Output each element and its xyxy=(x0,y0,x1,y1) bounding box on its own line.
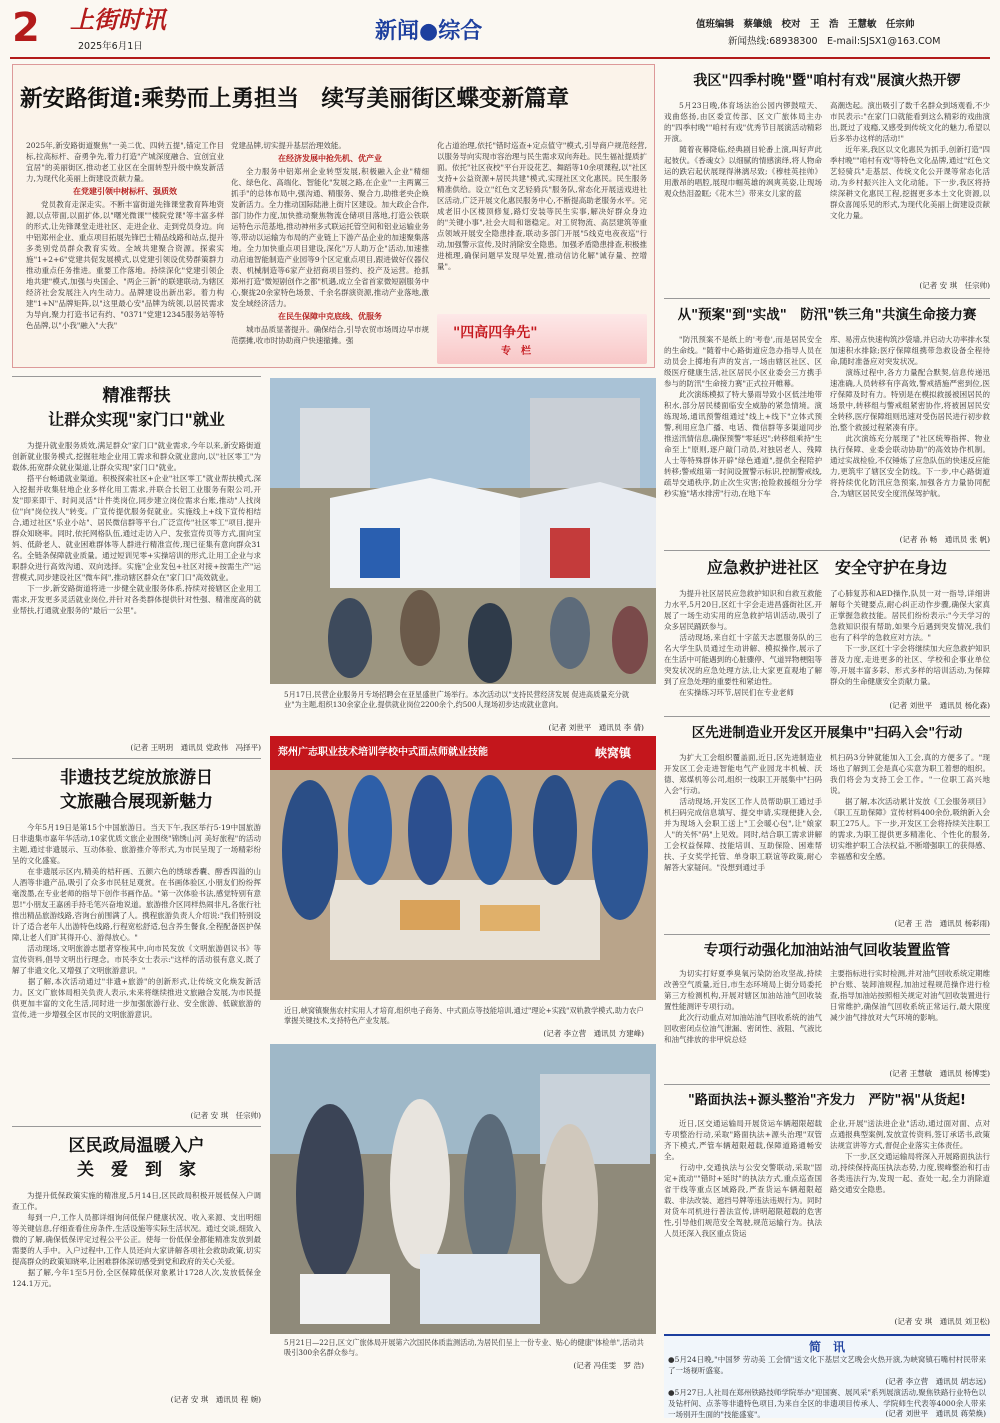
brief-title: 简 讯 xyxy=(808,1340,845,1354)
banner-title: "四高四争先" xyxy=(453,325,538,341)
photo-training xyxy=(270,736,656,1000)
road-col2: 企业,开展"送法进企业"活动,通过面对面、点对点通报典型案例,发放宣传资料,签订承诺书,政策法规宣讲等方式,督促企业落实主体责任。 下一步,区交通运输局将深入开展路面执法行动,持续保持高压执法态势,力度,锲峰整治和打击各类违法行为,发现一起、查处一起,全力消除道路交通安全隐患。 xyxy=(830,1119,990,1194)
brief-item-1: ●5月24日晚,"中国梦 劳动美 工会情"送文化下基层文艺晚会火热开演,为峡窝镇石嘴村村民带来了一场视听盛宴。 xyxy=(668,1355,986,1375)
lead-col1 xyxy=(26,140,224,366)
heritage-byline: (记者 安 琪 任宗帅) xyxy=(190,1111,261,1120)
brief-box xyxy=(664,1334,990,1418)
lead-col1-body: 党员教育走深走实。不断丰富街道先锋课堂教育阵地资源,以点带面,以面扩体,以"曙光微课""楼院党课"等丰富多样的形式,让先锋课堂走进社区、走进企业、走到党员身边。向中铝郑州企业、重点项目拓展先锋巴士精品线路和站点,提升多类别党员群众教育实效。全域共建聚合资源。探索实施"1+2+6"党建共促发展模式,以党建引领设优势群策群力推动重点任务推进。重要工作落地。持续深化"党建引领企地共建"模式,加强与央国企、"两企三新"的联建联动,为辖区经济社会发展注入内生动力。品牌建设出新出彩。着力构建"1+N"品牌矩阵,以"这里最心安"品牌为统领,以居民需求为导向,聚力打造书记有约、"0371"党建12345服务站等特色品牌,以"小我"融入"大我" xyxy=(26,200,224,330)
photo-job-fair-art xyxy=(270,378,656,684)
issue-date: 2025年6月1日 xyxy=(78,41,143,52)
lead-col2-sub2: 在民生保障中克底线、优服务 xyxy=(278,312,382,321)
divider xyxy=(664,298,990,299)
section-title: 新闻●综合 xyxy=(375,19,483,44)
lead-col2-intro: 党建品牌,切实提升基层治理效能。 xyxy=(231,141,346,150)
photo3-byline: (记者 冯佳雯 罗 浩) xyxy=(573,1361,644,1370)
banner-sub: 专 栏 xyxy=(501,346,531,357)
hotline: 新闻热线:68938300 E-mail:SJSX1@163.COM xyxy=(728,36,941,47)
employment-title-2: 让群众实现"家门口"就业 xyxy=(48,410,225,429)
gas-byline: (记者 王慧敏 通讯员 杨博雯) xyxy=(889,1069,990,1078)
rescue-title: 应急救护进社区 安全守护在身边 xyxy=(706,558,947,577)
lead-col2-body1: 全力服务中铝郑州企业转型发展,积极融入企业"精细化、绿色化、高端化、智能化"发展之路,在企业"一主两翼三抓手"的总体布局中,强沟通、精服务、聚合力,助推老央企焕发新活力。全力推动国际陆港上街片区建设。加大政企合作,部门协作力度,加快推动聚焦物流仓储项目落地,打造公铁联运特色示范基地,推动神州多式联运托管空间和铝业运输业务等,带动以运输为布局的产业链上下游产品企业的加速聚集落地。全力加快重点项目建设,深化"万人助万企"活动,加速推动启迪智能制造产业园等9个区定重点项目,跟进做好仪器仪表、机械制造等6家产业招商项目签约、投产及运营。抢抓郑州打造"微短剧创作之都"机遇,成立全省首家微短剧服务中心,聚拢20余家特色场景、千余名群演资源,推动产业落地,激发全域经济活力。 xyxy=(231,167,429,308)
lead-col2 xyxy=(231,140,429,366)
flood-title: 从"预案"到"实战" 防汛"铁三角"共演生命接力赛 xyxy=(677,307,977,323)
employment-title-1: 精准帮扶 xyxy=(102,386,171,406)
masthead-logo: 上街时讯 xyxy=(70,5,166,34)
night-col2: 高潮迭起。演出吸引了数千名群众到场观看,不少市民表示:"在家门口就能看到这么精彩的戏曲演出,既过了戏瘾,又感受到传统文化的魅力,希望以后多举办这样的活动!" 近年来,我区以文化惠民为抓手,创新打造"四季村晚""咱村有戏"等特色文化品牌,通过"红色文艺轻骑兵"走基层、传统文化公开课等常态化活动,为乡村振兴注入文化动能。下一步,我区将持续深耕文化惠民工程,挖掘更多本土文化资源,以群众喜闻乐见的形式,为现代化美丽上街建设贡献文化力量。 xyxy=(830,101,990,220)
photo2-byline: (记者 李立营 通讯员 方建峰) xyxy=(543,1029,644,1038)
road-title: "路面执法+源头整治"齐发力 严防"祸"从货起! xyxy=(688,1093,966,1108)
devzone-col1: 为扩大工会组织覆盖面,近日,区先进制造业开发区工会走进智能电气产业园龙丰机械、沃德、郑煤机等公司,组织一线职工开展集中"扫码入会"行动。 活动现场,开发区工作人员帮助职工通过手机扫码完成信息填写、提交申请,实现便捷入会,并为现场入会职工送上"工会暖心包",让"娘家人"的关怀"码"上见效。同时,结合职工需求讲解工会权益保障、技能培训、互助保险、困难帮扶、子女奖学托管、单身职工联谊等政策,耐心解答大家疑问。"没想到通过手 xyxy=(664,753,822,872)
heritage-title-2: 文旅融合展现新魅力 xyxy=(60,792,213,812)
lead-col3: 化占道治理,依托"错时巡查+定点值守"模式,引导商户规范经营,以服务导向实现市容治理与民生需求双向奔赴。民生福祉提质扩面。依托"社区夜校"平台开设花艺、舞蹈等10余项课程,以"社区支持+公益资源+居民共建"模式,实现社区文化惠民。民生服务精准供给。设立"红色文艺轻骑兵"服务队,常态化开展送戏进社区活动,广泛开展文化惠民服务中心,不断提高助老服务水平。完成老旧小区楼顶修复,路灯安装等民生实事,解决好群众身边的"关键小事",社会大局和谐稳定。对工贸物流、高层建筑等重点领域开展安全隐患排查,联动多部门开展"5线克电夜夜巡"行动,加强警示宣传,及时消除安全隐患。加强矛盾隐患排查,积极推进梳理,确保问题早发现早处置,推动信访化解"诚存量、控增量"。 xyxy=(437,141,647,271)
photo2-caption: 近日,峡窝镇聚焦农村实用人才培育,组织电子商务、中式面点等技能培训,通过"理论+实践"双轨教学模式,助力农户掌握关键技术,支持特色产业发展。 xyxy=(284,1006,644,1025)
divider xyxy=(664,716,990,717)
devzone-byline: (记者 王 浩 通讯员 杨彩雨) xyxy=(894,919,990,928)
gas-title: 专项行动强化加油站油气回收装置监管 xyxy=(703,943,951,959)
divider xyxy=(664,934,990,935)
road-col1: 近日,区交通运输局开展货运车辆超限超载专项整治行动,采取"路面执法+源头治理"双管齐下模式,严管车辆超限超载,保障道路通畅安全。 行动中,交通执法与公安交警联动,采取"固定+流动""错时+延时"的执法方式,重点巡查国省干线等重点区域路段,严查货运车辆超限超载、非法改装、遮挡号牌等违法违规行为。同时对货车司机进行普法宣传,讲明超限超载的危害性,引导他们规范安全驾驶,规范运输行为。执法人员还深入我区重点货运 xyxy=(664,1119,822,1238)
photo1-caption: 5月17日,民营企业服务月专场招聘会在亚星盛世广场举行。本次活动以"支持民营经济发展 促进高质量充分就业"为主题,组织130余家企业,提供就业岗位2200余个,约500人现场初步达成就业意向。 xyxy=(284,690,630,709)
photo-fitness xyxy=(270,1044,656,1334)
lead-col1-intro: 2025年,新安路街道聚焦"一美二优、四转五提",锚定工作目标,拉高标杆、奋勇争先,着力打造"产城深度融合、宜创宜业宜居"的美丽街区,推动老工业区在全面转型升级中焕发新活力,为现代化美丽上街建设贡献力量。 xyxy=(26,141,224,183)
gas-col2: 主要指标进行实时检测,并对油气回收系统定期维护台账、装卸油规程,加油过程规范操作进行检查,指导加油站按照相关规定对油气回收装置进行日常维护,确保油气回收系统正常运行,最大限度减少油气排放对大气环境的影响。 xyxy=(830,969,990,1022)
road-byline: (记者 安 琪 通讯员 刘卫松) xyxy=(894,1317,990,1326)
header-rule xyxy=(10,57,990,59)
divider xyxy=(664,1084,990,1085)
divider xyxy=(12,1126,261,1127)
lead-col2-body2: 城市品质显著提升。确保结合,引导农贸市场周边早市规范摆摊,收市时协助商户快速撤摊。强 xyxy=(231,325,429,345)
photo1-byline: (记者 刘世平 通讯员 李 倩) xyxy=(548,723,644,732)
photo-job-fair xyxy=(270,378,656,684)
column-banner xyxy=(437,314,647,364)
lead-col2-sub1: 在经济发展中抢先机、优产业 xyxy=(278,154,382,163)
divider xyxy=(664,550,990,551)
gas-col1: 为切实打好夏季臭氧污染防治攻坚战,持续改善空气质量,近日,市生态环境局上街分局委托第三方检测机构,开展对辖区加油站油气回收装置性能测评专项行动。 此次行动重点对加油站油气回收系统的油气回收密闭点位油气泄漏、密闭性、液阻、气液比和油气排放的非甲烷总烃 xyxy=(664,969,822,1044)
photo-training-banner: 郑州广志职业技术培训学校中式面点师就业技能 xyxy=(270,736,570,770)
visit-byline: (记者 安 琪 通讯员 程 婉) xyxy=(170,1395,261,1404)
rescue-byline: (记者 刘世平 通讯员 杨化森) xyxy=(889,701,990,710)
flood-byline: (记者 孙 畅 通讯员 张 帆) xyxy=(899,535,990,544)
rescue-col1: 为提升社区居民应急救护知识和自救互救能力水平,5月20日,区红十字会走进昌盛街社区,开展了一场生动实用的应急救护培训活动,吸引了众多居民踊跃参与。 活动现场,来自红十字蓝天志愿服务队的三名大学生队员通过生动讲解、模拟操作,展示了在生活中可能遇到的心脏骤停、气道异物梗阻等突发状况的应急处理方法,让大家更直观地了解到了应急处理的重要性和紧迫性。 在实操练习环节,居民们在专业老师 xyxy=(664,589,822,697)
employment-byline: (记者 王明玥 通讯员 党政伟 冯择平) xyxy=(130,743,261,752)
photo3-caption: 5月21日—22日,区文广旅体局开展第六次国民体质监测活动,为居民们呈上一份专业、贴心的健康"体检单",活动共吸引300余名群众参与。 xyxy=(284,1338,644,1357)
night-byline: (记者 安 琪 任宗帅) xyxy=(919,281,990,290)
flood-col1: "防汛预案不是纸上的'考卷',而是居民安全的生命线。"随着中心路街道应急办指导人员在动员会上掷地有声的发言,一场由辖区社区、区级医疗健康生活,社区居民小区业委会三方携手参与的防汛"生命接力赛"正式拉开帷幕。 此次演练模拟了特大暴雨导致小区低洼地带积水,部分居民楼面临安全威胁的紧急情境。演练现场,通讯预警组通过"线上+线下"立体式预警,利用应急广播、电话、微信群等多渠道同步推送汛情信息,确保预警"零延迟";转移组乘持"生命至上"原则,逐户敲门动员,对独居老人、残障人士等特殊群体开辟"绿色通道",提供全程陪护转移;警戒组第一时间设置警示标识,控制警戒线,疏导交通秩序,防止次生灾害;抢险救援组分分学秒实施"堵水排涝"行动,在地下车 xyxy=(664,335,822,498)
brief-byline-1: (记者 李立营 通讯员 胡志远) xyxy=(885,1377,986,1386)
photo-training-banner-b: 峡窝镇 xyxy=(570,736,656,770)
rescue-col2: 了心肺复苏和AED操作,队员一对一指导,详细讲解每个关键要点,耐心纠正动作步骤,确保大家真正掌握急救技能。居民们纷纷表示:"今天学习的急救知识很有帮助,如果今后遇到突发情况,我们也有了科学的急救应对方法。" 下一步,区红十字会将继续加大应急救护知识普及力度,走进更多的社区、学校和企事业单位等,开展丰富多彩、形式多样的培训活动,为保障群众的生命健康安全贡献力量。 xyxy=(830,589,990,686)
flood-col2: 库、易涝点快速构筑沙袋墙,并启动大功率排水泵加速积水排除;医疗保障组携带急救设备全程待命,随时准备应对突发状况。 演练过程中,各方力量配合默契,信息传递迅速准确,人员转移有序高效,警戒措施严密到位,医疗保障及时有力。特别是在模拟救援被困居民的场景中,转移组与警戒组紧密协作,将被困居民安全转移,医疗保障组则迅速对受伤居民进行初步救治,整个救援过程紧凑有序。 此次演练充分展现了"社区统筹指挥、物业执行保障、业委会联动协助"的高效协作机制。通过实战检验,不仅锤炼了应急队伍的快速反应能力,更筑牢了辖区安全防线。下一步,中心路街道将持续优化防汛应急预案,加强各方力量协同配合,为辖区居民安全度汛保驾护航。 xyxy=(830,335,990,498)
divider xyxy=(12,376,261,377)
devzone-col2: 机扫码3分钟就能加入工会,真的方便多了。"现场也了解到工会是真心实意为职工着想的组织。我们将会为支持工会工作。"一位职工高兴地说。 据了解,本次活动累计发放《工会服务项目》《职工互助保障》宣传材料400余份,吸纳新入会职工275人。下一步,开发区工会将持续关注职工的需求,为职工提供更多精准化、个性化的服务,切实维护职工合法权益,不断增强职工的获得感、幸福感和安全感。 xyxy=(830,753,990,861)
lead-title: 新安路街道:乘势而上勇担当 续写美丽街区蝶变新篇章 xyxy=(20,86,569,112)
photo-fitness-art xyxy=(270,1044,656,1334)
visit-body: 为提升低保政策实施的精准度,5月14日,区民政局积极开展低保入户调查工作。 每到一户,工作人员都详细询问低保户健康状况、收入来源、支出明细等关键信息,仔细查看住房条件,生活设施等实际生活状况。通过交谈,细致入微的了解,确保低保评定过程公平公正。使每一份低保金都能精准发放到最需要的人手中。入户过程中,工作人员还向大家讲解各项社会救助政策,切实提高群众的政策知晓率,让困难群体深切感受到党和政府的关心关爱。 据了解,今年1至5月份,全区保障低保对象累计1728人次,发放低保金124.1万元。 xyxy=(12,1191,261,1288)
employment-body: 为提升就业服务质效,满足群众"家门口"就业需求,今年以来,新安路街道创新就业服务模式,挖掘驻地企业用工需求和群众就业意向,以"社区零工"为载体,拓宽群众就业渠道,让群众实现"家门口"就业。 搭平台畅通就业渠道。积极探索社区+企业"社区零工"就业帮扶模式,深入挖掘并收集驻地企业多样化用工需求,并联合长铝工业服务有限公司,开发"即来即干、时间灵活"计件类岗位,同步建立岗位需求台账,推动"人找岗位"向"岗位找人"转变。广宣传提优服务促就业。实施线上+线下宣传相结合,通过社区"乐业小站"、居民微信群等平台,广泛宣传"社区零工"项目,提升群众知晓率。同时,依托网格队伍,通过走访入户、发张宣传页等方式,面向宝妈、低龄老人、就业困难群体等人群进行精准宣传,现已征集有意向群众31名。全链条保障就业质量。通过短训见零+实操培训的形式,让用工企业与求职群众进行高效沟通、双向选择。实施"企业发包+社区对接+按需生产"运营模式,同步建设社区"微车间",推动辖区群众在"家门口"高效就业。 下一步,新安路街道将进一步健全就业服务体系,持续对接辖区企业用工需求,开发更多灵活就业岗位,并针对各类群体提供针对性强、精准度高的就业帮扶,打通就业服务的"最后一公里"。 xyxy=(12,441,261,615)
photo-training-art xyxy=(270,770,656,1000)
brief-byline-2: (记者 刘世平 通讯员 蒋荣焕) xyxy=(885,1409,986,1418)
night-title: 我区"四季村晚"暨"咱村有戏"展演火热开锣 xyxy=(693,73,961,89)
devzone-title: 区先进制造业开发区开展集中"扫码入会"行动 xyxy=(691,725,963,741)
visit-title-2: 关 爱 到 家 xyxy=(77,1160,196,1180)
heritage-title-1: 非遗技艺绽放旅游日 xyxy=(60,768,213,788)
brief-item-2: ●5月27日,人社局在郑州铁路技师学院举办"迎国赛、展风采"系列展演活动,聚焦铁路行业特色以及钻杆间、点茶等非遗特色项目,为来自全区的非遗项目传承人、学院师生代表等4000余人带来一场别开生面的"技能盛宴"。 xyxy=(668,1388,986,1419)
night-col1: 5月23日晚,体育场法治公园内锣鼓喧天、戏曲悠扬,由区委宣传部、区文广旅体局主办的"四季村晚""咱村有戏"优秀节目展演活动精彩开演。 随着夜幕降临,经典剧目轮番上演,叫好声此起彼伏。《香魂女》以细腻的情感演绎,将人物命运的跌宕起伏展现得淋漓尽致;《穆桂英挂帅》用激昂的唱腔,展现巾帼英雄的飒爽英姿,让现场观众热泪盈眶;《花木兰》带来女儿家的蓝 xyxy=(664,101,822,198)
editors-line: 值班编辑 蔡肇娥 校对 王 浩 王慧敏 任宗帅 xyxy=(696,19,915,30)
divider xyxy=(12,758,261,759)
page-number: 2 xyxy=(12,5,40,51)
visit-title-1: 区民政局温暖入户 xyxy=(68,1136,205,1156)
heritage-body: 今年5月19日是第15个中国旅游日。当天下午,我区举行5·19中国旅游日非遗集市嘉年华活动,10家优质文旅企业围绕"锦绣山河 美好旅程"的活动主题,通过非遗展示、互动体验、旅游推介等形式,为市民呈现了一场精彩纷呈的文化盛宴。 在非遗展示区内,精美的桔秆画、五颜六色的绣球香囊、醇香四溢的山人酒等非遗产品,吸引了众多市民驻足观赏。在书画体验区,小朋友们纷纷挥毫泼墨,在专业老师的指导下创作书画作品。"第一次体验书法,感觉特别有意思!"小朋友王嘉函手持毛笔兴奋地说道。旅游推介区同样热闹非凡,各旅行社推出精品旅游线路,咨询台前围满了人。携程旅游负责人介绍说:"我们特别设计了适合老年人出游特色线路,行程宽松舒适,包含养生餐食,全程配备医护保障,让老人们旷其得开心、游得放心。" 活动现场,文明旅游志愿者穿梭其中,向市民发放《文明旅游倡议书》等宣传资料,倡导文明出行理念。市民李女士表示:"这样的活动很有意义,既了解了非遗文化,又增强了文明旅游意识。" 据了解,本次活动通过"非遗+旅游"的创新形式,让传统文化焕发新活力。区文广旅体局相关负责人表示,未来将继续推进文旅融合发展,为市民提供更加丰富的文化生活,同时进一步加强旅游行业、安全旅游、低碳旅游的宣传,进一步增强全区市民的文明旅游意识。 xyxy=(12,823,261,1019)
lead-col1-sub: 在党建引领中树标杆、强质效 xyxy=(73,187,177,196)
